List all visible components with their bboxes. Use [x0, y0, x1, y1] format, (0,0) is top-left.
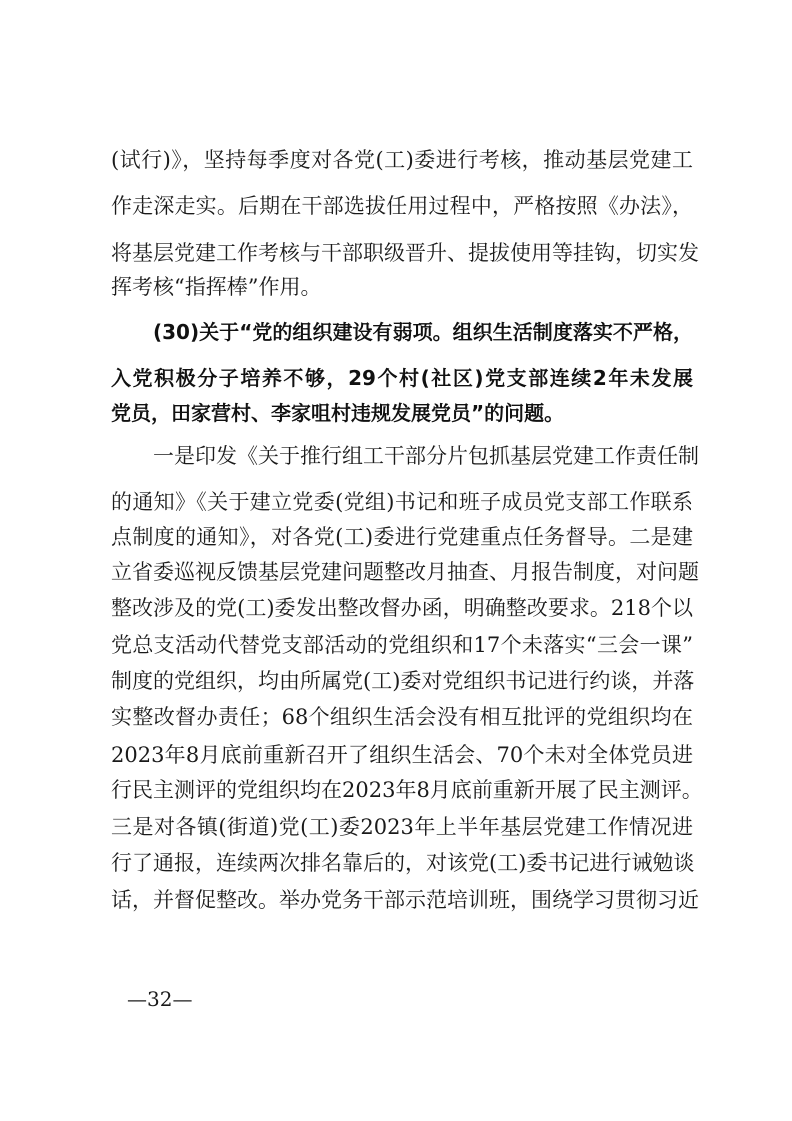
- heading-30-line-2: 入党积极分子培养不够，29个村(社区)党支部连续2年未发展: [111, 366, 693, 390]
- paragraph-2-line-9: 2023年8月底前重新召开了组织生活会、70个未对全体党员进: [111, 743, 693, 767]
- paragraph-1-line-3: 将基层党建工作考核与干部职级晋升、提拔使用等挂钩，切实发: [111, 241, 699, 265]
- paragraph-2-line-4: 立省委巡视反馈基层党建问题整改月抽查、月报告制度，对问题: [111, 560, 699, 584]
- page-number: —32—: [127, 987, 193, 1011]
- paragraph-2-line-8: 实整改督办责任；68个组织生活会没有相互批评的党组织均在: [111, 705, 693, 729]
- paragraph-2-line-7: 制度的党组织，均由所属党(工)委对党组织书记进行约谈，并落: [111, 669, 695, 693]
- paragraph-1-line-1: (试行)》，坚持每季度对各党(工)委进行考核，推动基层党建工: [111, 148, 693, 172]
- paragraph-2-line-5: 整改涉及的党(工)委发出整改督办函，明确整改要求。218个以: [111, 596, 693, 620]
- paragraph-2-line-11: 三是对各镇(街道)党(工)委2023年上半年基层党建工作情况进: [111, 815, 693, 839]
- paragraph-2-line-13: 话，并督促整改。举办党务干部示范培训班，围绕学习贯彻习近: [111, 888, 699, 912]
- paragraph-2-line-3: 点制度的通知》，对各党(工)委进行党建重点任务督导。二是建: [111, 525, 693, 549]
- paragraph-1-line-2: 作走深走实。后期在干部选拔任用过程中，严格按照《办法》，: [111, 194, 693, 218]
- paragraph-2-line-12: 行了通报，连续两次排名靠后的，对该党(工)委书记进行诫勉谈: [111, 851, 695, 875]
- heading-30-line-3: 党员，田家营村、李家咀村违规发展党员”的问题。: [111, 401, 565, 425]
- paragraph-2-line-1: 一是印发《关于推行组工干部分片包抓基层党建工作责任制: [153, 444, 699, 468]
- paragraph-2-line-10: 行民主测评的党组织均在2023年8月底前重新开展了民主测评。: [111, 778, 703, 802]
- paragraph-1-line-4: 挥考核“指挥棒”作用。: [111, 275, 322, 299]
- paragraph-2-line-6: 党总支活动代替党支部活动的党组织和17个未落实“三会一课”: [111, 633, 693, 657]
- paragraph-2-line-2: 的通知》《关于建立党委(党组)书记和班子成员党支部工作联系: [111, 490, 693, 514]
- heading-30-line-1: (30)关于“党的组织建设有弱项。组织生活制度落实不严格，: [153, 320, 693, 344]
